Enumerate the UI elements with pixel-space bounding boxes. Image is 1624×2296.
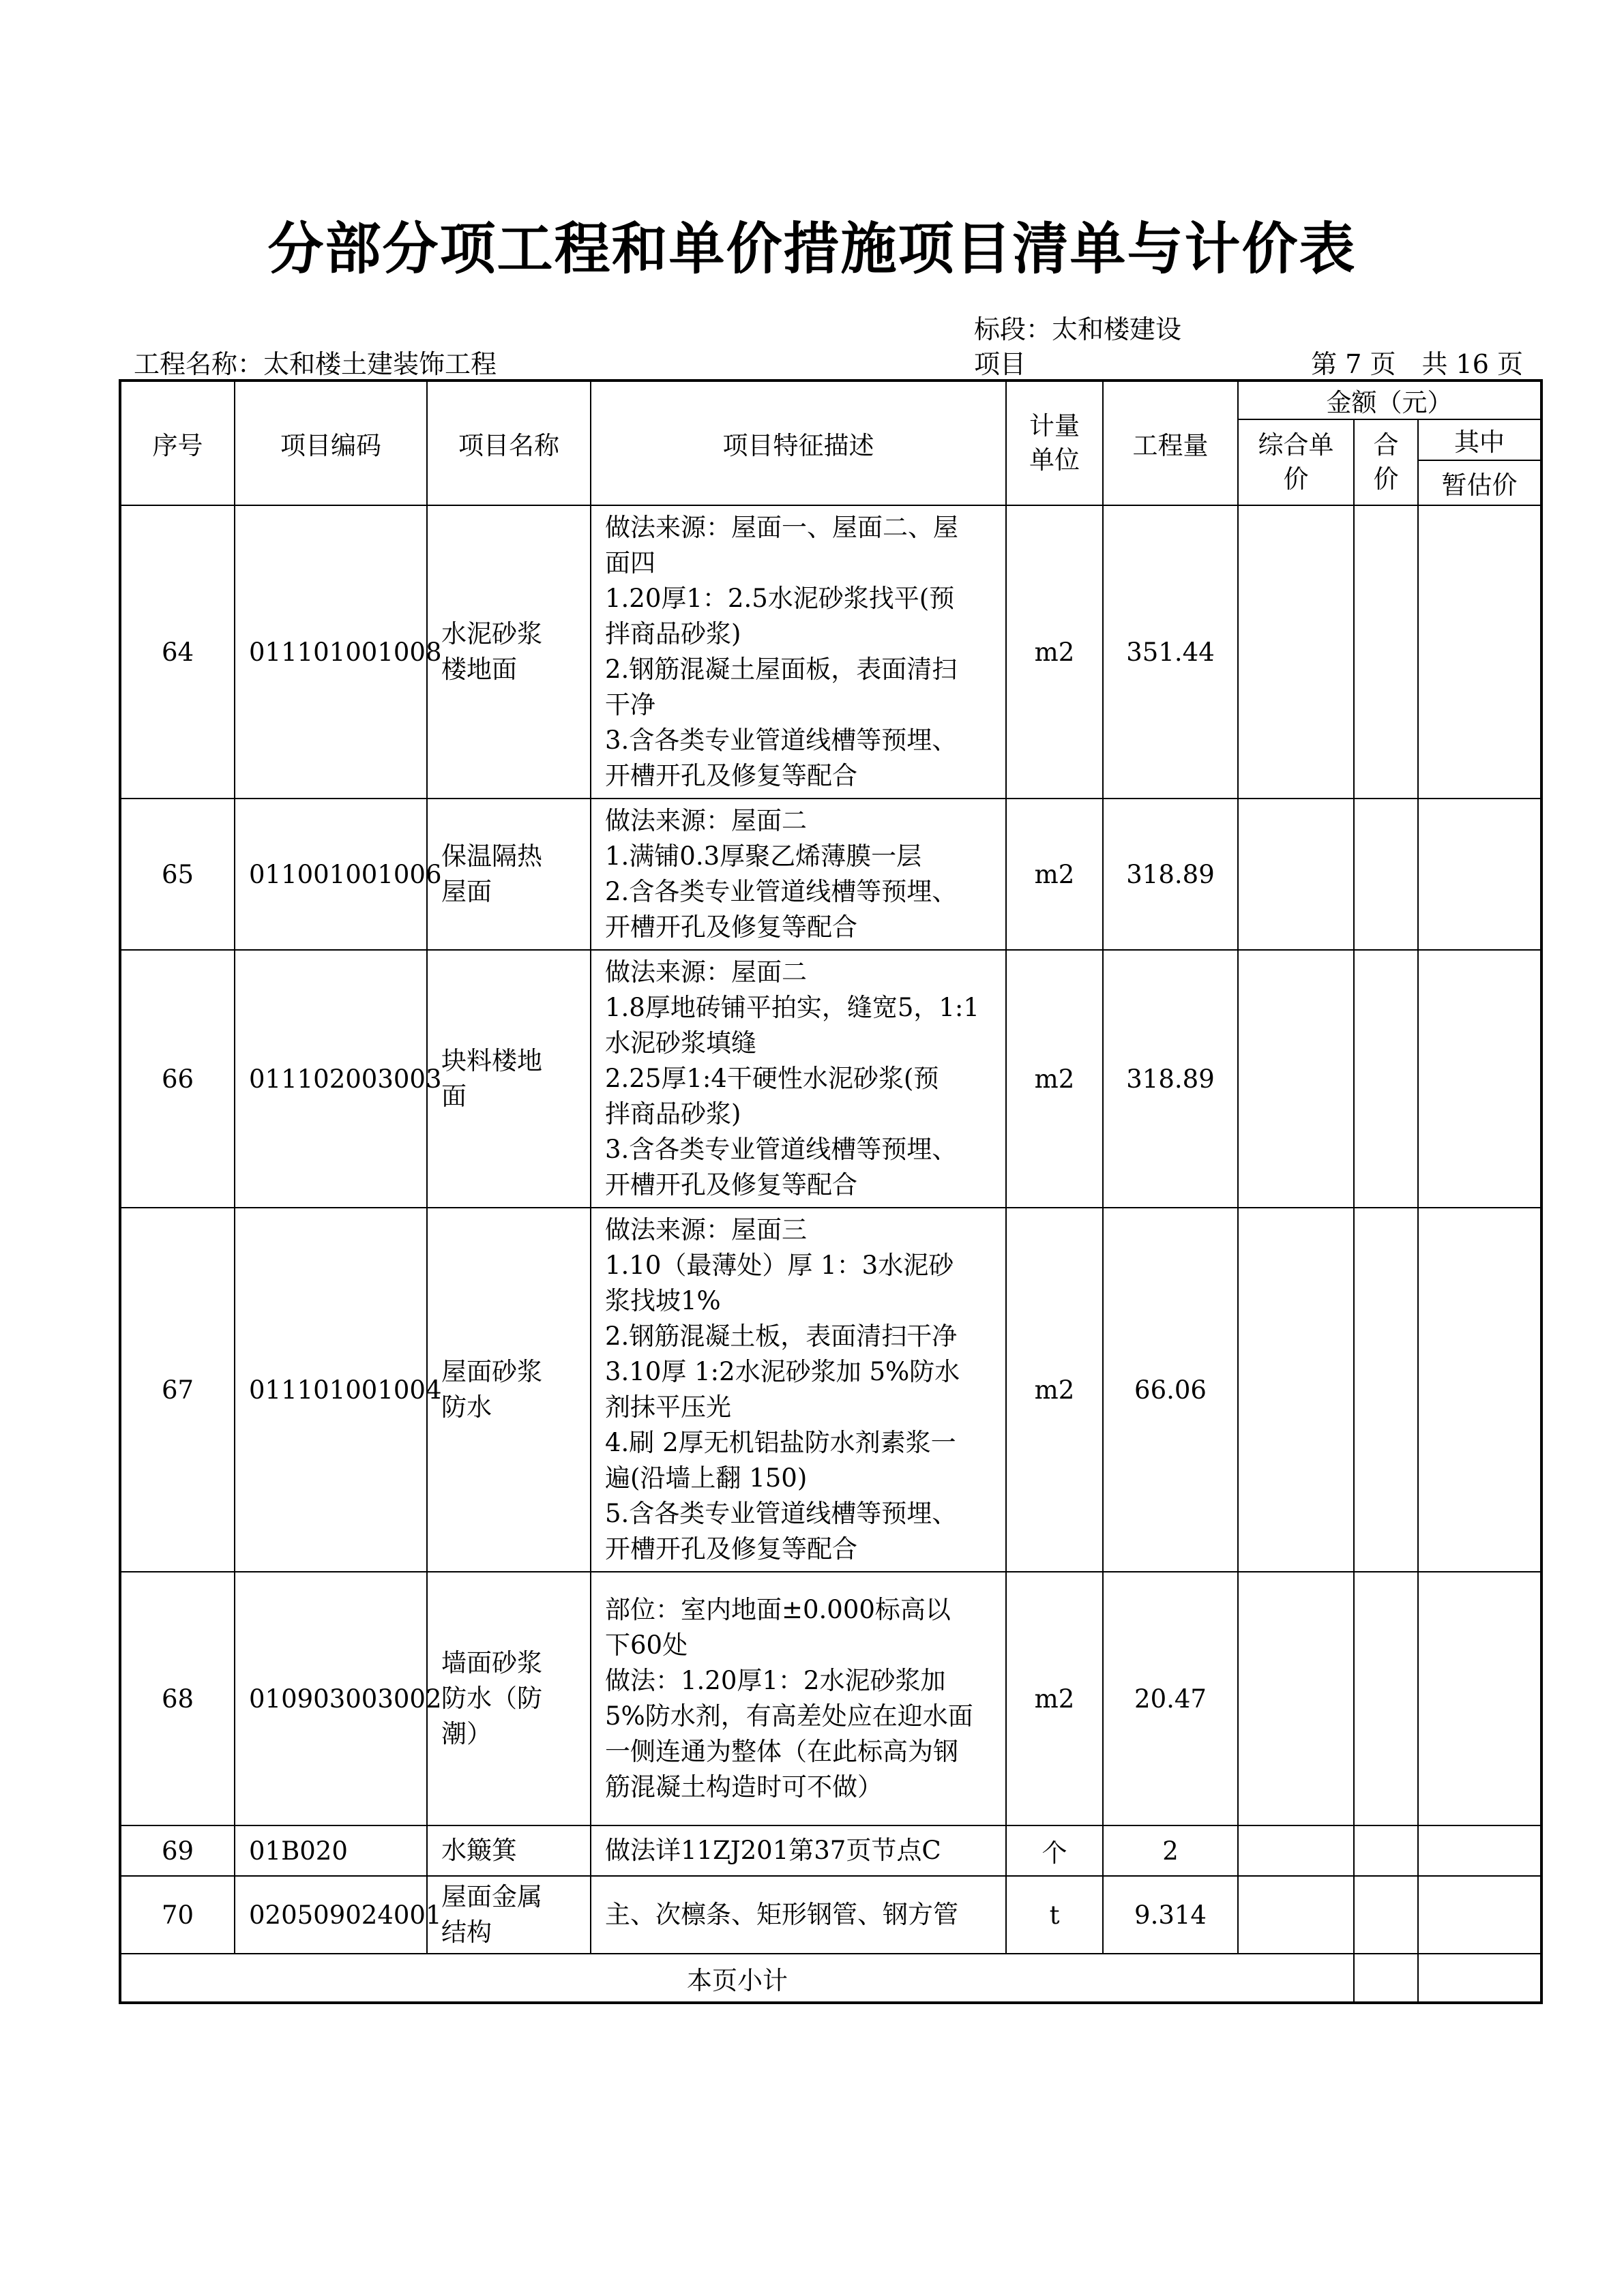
col-header-code: 项目编码: [235, 381, 427, 505]
cell-name: 屋面砂浆 防水: [427, 1208, 591, 1572]
cell-qty: 20.47: [1103, 1572, 1238, 1825]
col-header-total: 合 价: [1354, 419, 1418, 505]
cell-desc: 部位：室内地面±0.000标高以 下60处 做法：1.20厚1：2水泥砂浆加 5%防水剂，有高差处应在迎水面 一侧连通为整体（在此标高为钢 筋混凝土构造时可不做）: [591, 1572, 1006, 1825]
cell-code: 011101001008: [235, 505, 427, 799]
cell-total: [1354, 505, 1418, 799]
cell-unit: m2: [1006, 505, 1103, 799]
cell-seq: 67: [120, 1208, 235, 1572]
bill-table: [119, 379, 1543, 2004]
cell-qty: 351.44: [1103, 505, 1238, 799]
cell-name: 水簸箕: [427, 1825, 591, 1876]
page-info: 第 7 页 共 16 页: [1311, 349, 1523, 379]
cell-qty: 66.06: [1103, 1208, 1238, 1572]
col-header-name: 项目名称: [427, 381, 591, 505]
cell-unit: m2: [1006, 1572, 1103, 1825]
cell-provisional: [1418, 1876, 1541, 1954]
table-row: [120, 799, 1541, 950]
cell-unit: 个: [1006, 1825, 1103, 1876]
cell-code: 011001001006: [235, 799, 427, 950]
cell-unit-price: [1238, 1208, 1354, 1572]
cell-code: 01B020: [235, 1825, 427, 1876]
col-header-unit-price: 综合单 价: [1238, 419, 1354, 505]
cell-desc: 做法来源：屋面一、屋面二、屋 面四 1.20厚1：2.5水泥砂浆找平(预 拌商品砂浆) 2.钢筋混凝土屋面板，表面清扫 干净 3.含各类专业管道线槽等预埋、 开槽开孔及修复等配合: [591, 505, 1006, 799]
subtotal-row: [120, 1954, 1541, 2003]
cell-name: 墙面砂浆 防水（防 潮）: [427, 1572, 591, 1825]
cell-desc: 做法来源：屋面二 1.8厚地砖铺平拍实，缝宽5，1:1 水泥砂浆填缝 2.25厚1:4干硬性水泥砂浆(预 拌商品砂浆) 3.含各类专业管道线槽等预埋、 开槽开孔及修复等配合: [591, 950, 1006, 1208]
cell-seq: 68: [120, 1572, 235, 1825]
cell-seq: 65: [120, 799, 235, 950]
cell-name: 水泥砂浆 楼地面: [427, 505, 591, 799]
cell-unit: m2: [1006, 950, 1103, 1208]
col-header-seq: 序号: [120, 381, 235, 505]
cell-qty: 2: [1103, 1825, 1238, 1876]
cell-qty: 9.314: [1103, 1876, 1238, 1954]
cell-total: [1354, 950, 1418, 1208]
cell-qty: 318.89: [1103, 799, 1238, 950]
cell-seq: 69: [120, 1825, 235, 1876]
cell-unit: m2: [1006, 799, 1103, 950]
section-label: 标段：太和楼建设: [974, 314, 1182, 344]
cell-provisional: [1418, 1208, 1541, 1572]
cell-desc: 做法详11ZJ201第37页节点C: [591, 1825, 1006, 1876]
cell-desc: 做法来源：屋面二 1.满铺0.3厚聚乙烯薄膜一层 2.含各类专业管道线槽等预埋、 开槽开孔及修复等配合: [591, 799, 1006, 950]
table-row: [120, 1876, 1541, 1954]
cell-total: [1354, 1825, 1418, 1876]
cell-unit-price: [1238, 1572, 1354, 1825]
cell-unit-price: [1238, 799, 1354, 950]
cell-seq: 66: [120, 950, 235, 1208]
cell-provisional: [1418, 1572, 1541, 1825]
table-row: [120, 1572, 1541, 1825]
col-header-amount: 金额（元）: [1238, 381, 1541, 419]
subtotal-label: 本页小计: [120, 1954, 1354, 2003]
cell-total: [1354, 1572, 1418, 1825]
page-title: 分部分项工程和单价措施项目清单与计价表: [267, 216, 1357, 282]
subtotal-total: [1354, 1954, 1418, 2003]
col-header-of-which: 其中: [1418, 419, 1541, 460]
col-header-provisional: 暂估价: [1418, 460, 1541, 505]
cell-name: 保温隔热 屋面: [427, 799, 591, 950]
subtotal-provisional: [1418, 1954, 1541, 2003]
cell-desc: 主、次檩条、矩形钢管、钢方管: [591, 1876, 1006, 1954]
cell-name: 屋面金属 结构: [427, 1876, 591, 1954]
section-label-cont: 项目: [974, 349, 1027, 379]
cell-seq: 70: [120, 1876, 235, 1954]
cell-total: [1354, 799, 1418, 950]
cell-code: 020509024001: [235, 1876, 427, 1954]
cell-provisional: [1418, 799, 1541, 950]
cell-provisional: [1418, 505, 1541, 799]
col-header-desc: 项目特征描述: [591, 381, 1006, 505]
table-row: [120, 505, 1541, 799]
cell-unit-price: [1238, 950, 1354, 1208]
cell-provisional: [1418, 1825, 1541, 1876]
table-row: [120, 1825, 1541, 1876]
cell-code: 011102003003: [235, 950, 427, 1208]
cell-provisional: [1418, 950, 1541, 1208]
project-name: 工程名称：太和楼土建装饰工程: [134, 349, 497, 379]
cell-unit-price: [1238, 505, 1354, 799]
cell-unit: m2: [1006, 1208, 1103, 1572]
cell-name: 块料楼地 面: [427, 950, 591, 1208]
cell-unit-price: [1238, 1825, 1354, 1876]
col-header-qty: 工程量: [1103, 381, 1238, 505]
cell-code: 011101001004: [235, 1208, 427, 1572]
cell-unit: t: [1006, 1876, 1103, 1954]
cell-total: [1354, 1208, 1418, 1572]
cell-total: [1354, 1876, 1418, 1954]
cell-seq: 64: [120, 505, 235, 799]
cell-code: 010903003002: [235, 1572, 427, 1825]
cell-unit-price: [1238, 1876, 1354, 1954]
cell-desc: 做法来源：屋面三 1.10（最薄处）厚 1：3水泥砂 浆找坡1% 2.钢筋混凝土板，表面清扫干净 3.10厚 1:2水泥砂浆加 5%防水 剂抹平压光 4.刷 2厚无机铝盐防水剂素浆一 遍(沿墙上翻 150) 5.含各类专业管道线槽等预埋、 开槽开孔及修复等配合: [591, 1208, 1006, 1572]
col-header-unit: 计量 单位: [1006, 381, 1103, 505]
table-row: [120, 1208, 1541, 1572]
cell-qty: 318.89: [1103, 950, 1238, 1208]
table-row: [120, 950, 1541, 1208]
